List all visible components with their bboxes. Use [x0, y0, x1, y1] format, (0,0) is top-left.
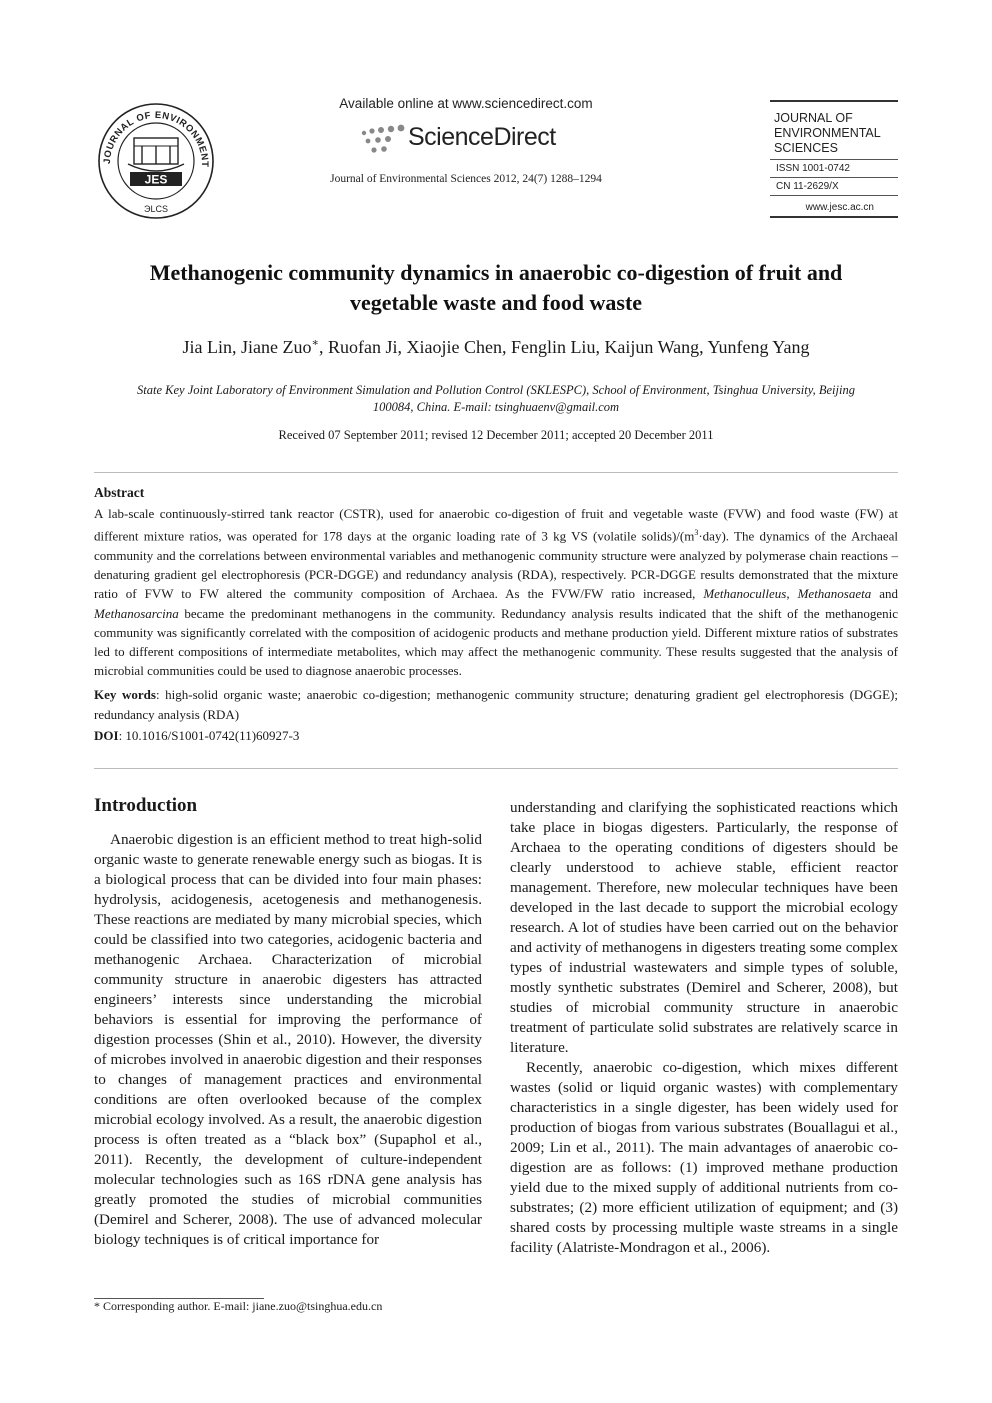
genus-name: Methanosaeta [797, 586, 872, 602]
genus-name: Methanoculleus [703, 586, 787, 602]
doi [94, 726, 898, 745]
abstract-text [94, 504, 898, 680]
genus-name: Methanosarcina [94, 605, 179, 621]
abstract-heading: Abstract [94, 485, 145, 500]
journal-logo [92, 100, 220, 222]
affiliation-line1: State Key Joint Laboratory of Environment Simulation and Pollution Control (SKLESPC), School of Environment, Tsinghua University, Beijing [137, 383, 855, 397]
article-title-line2: vegetable waste and food waste [349, 290, 643, 315]
article-title-line1: Methanogenic community dynamics in anaerobic co-digestion of fruit and [149, 260, 843, 285]
affiliation [100, 382, 892, 416]
svg-text:JOURNAL OF ENVIRONMENTAL SCIEN [92, 100, 210, 167]
logo-motto-text: ЭLCS [144, 204, 168, 214]
abstract-section [94, 483, 898, 745]
received-dates: Received 07 September 2011; revised 12 December 2011; accepted 20 December 2011 [278, 428, 714, 442]
author-list [100, 336, 892, 358]
cn-text: CN 11-2629/X [776, 181, 839, 192]
corresponding-author-mark: ∗ [311, 337, 319, 349]
issn-text: ISSN 1001-0742 [776, 163, 850, 174]
journal-name [774, 111, 898, 156]
journal-url-link[interactable]: www.jesc.ac.cn [805, 202, 874, 213]
doi-label: DOI [94, 727, 119, 743]
corresponding-author-footnote: * Corresponding author. E-mail: jiane.zuo@tsinghua.edu.cn [94, 1299, 383, 1313]
sciencedirect-brand [316, 119, 616, 159]
journal-box-divider [770, 177, 898, 178]
journal-citation: Journal of Environmental Sciences 2012, 24(7) 1288–1294 [330, 173, 602, 185]
sciencedirect-dots-icon [356, 123, 408, 159]
abstract-part2: ·day). The dynamics of the Archaeal community and the correlations between environmental variables and methanogenic community structure were analyzed by polymerase chain reactions – denaturing gradient gel electrophoresis (PCR-DGGE) and redundancy analysis (RDA), respectively. PCR-DGGE results demonstrated that the mixture ratio of FVW to FW altered the community composition of Archaea. As the FVW/FW ratio increased, [94, 528, 898, 602]
journal-name-line3: SCIENCES [774, 141, 838, 155]
paragraph: Anaerobic digestion is an efficient method to treat high-solid organic waste to generate renewable energy such as biogas. It is a biological process that can be divided into four main phases: hydrolysis, acidogenesis, acetogenesis and methanogenesis. These reactions are mediated by many microbial species, which could be classified into two categories, acidogenic bacteria and methanogenic Archaea. Characterization of microbial community structure in anaerobic digesters has attracted engineers’ interests since understanding the microbial behaviors is essential for improving the performance of digestion processes (Shin et al., 2010). However, the diversity of microbes involved in anaerobic digestion and their responses to changes of management practices and environmental conditions are often overlooked because of the complex microbial ecology involved. As a result, the anaerobic digestion process is often treated as a “black box” (Supaphol et al., 2011). Recently, the development of culture-independent molecular technologies such as 16S rDNA gene analysis has greatly promoted the studies of microbial communities (Demirel and Scherer, 2008). The use of advanced molecular biology techniques is of critical importance for [94, 831, 482, 1248]
left-column [94, 796, 482, 1250]
jes-seal-icon [92, 100, 220, 222]
journal-name-line2: ENVIRONMENTAL [774, 126, 881, 140]
keywords [94, 685, 898, 723]
doi-value: : 10.1016/S1001-0742(11)60927-3 [118, 727, 300, 743]
abstract-top-rule [94, 472, 898, 473]
affiliation-line2: 100084, China. E-mail: tsinghuaenv@gmail.com [372, 400, 620, 414]
abstract-superscript: 3 [694, 528, 699, 538]
article-title [100, 258, 892, 318]
publisher-header [316, 96, 616, 185]
journal-box-bottom-rule [770, 216, 898, 218]
journal-box-top-rule [770, 100, 898, 102]
sciencedirect-logo-text: ScienceDirect [408, 123, 556, 151]
journal-info-box [770, 100, 898, 218]
journal-box-divider [770, 159, 898, 160]
paragraph: Recently, anaerobic co-digestion, which mixes different wastes (solid or liquid organic wastes) with complementary characteristics in a single digester, has been widely used for production of biogas from various substrates (Bouallagui et al., 2009; Lin et al., 2011). The main advantages of anaerobic co-digestion are as follows: (1) improved methane production yield due to the mixed supply of additional nutrients from co-substrates; (2) more efficient utilization of equipment; and (3) shared costs by processing multiple waste streams in a single facility (Alatriste-Mondragon et al., 2006). [510, 1059, 898, 1256]
abstract-conjunction: and [871, 586, 899, 602]
authors-after: , Ruofan Ji, Xiaojie Chen, Fenglin Liu, Kaijun Wang, Yunfeng Yang [318, 337, 810, 357]
paragraph: understanding and clarifying the sophisticated reactions which take place in biogas digesters. Particularly, the response of Archaea to the operating conditions of digesters should be clearly understood to achieve stable, efficient reactor management. Therefore, new molecular techniques have been developed in the last decade to support the microbial ecology research. A lot of studies have been carried out on the behavior and activity of methanogens in digesters treating some complex types of industrial wastewaters and simple types of soluble, mostly synthetic substrates (Demirel and Scherer, 2008), but studies of microbial community structure in anaerobic treatment of particulate solid substrates are relatively scarce in literature. [510, 799, 898, 1056]
keywords-text: : high-solid organic waste; anaerobic co-digestion; methanogenic community structure; denaturing gradient gel electrophoresis (DGGE); redundancy analysis (RDA) [94, 687, 898, 722]
right-column [510, 798, 898, 1258]
abstract-part3: became the predominant methanogens in the community. Redundancy analysis results indicated that the shift of the methanogenic community was significantly correlated with the composition of acidogenic products and methane production yield. Different mixture ratios of substrates led to different compositions of intermediate metabolites, which may affect the methanogenic community. These results suggested that the analysis of microbial communities could be used to diagnose anaerobic processes. [94, 605, 898, 679]
abstract-separator: , [786, 586, 798, 602]
section-heading-introduction: Introduction [94, 795, 198, 816]
journal-name-line1: JOURNAL OF [774, 111, 853, 125]
logo-ring-text: JOURNAL OF ENVIRONMENT [101, 109, 211, 167]
keywords-label: Key words [94, 687, 156, 703]
abstract-bottom-rule [94, 768, 898, 769]
authors-before: Jia Lin, Jiane Zuo [182, 337, 312, 357]
journal-box-divider [770, 195, 898, 196]
available-online-text: Available online at www.sciencedirect.com [339, 96, 593, 111]
logo-banner-text: JES [144, 172, 168, 187]
abstract-part1: A lab-scale continuously-stirred tank reactor (CSTR), used for anaerobic co-digestion of fruit and vegetable waste (FVW) and food waste (FW) at different mixture ratios, was operated for 178 days at the organic loading rate of 3 kg VS (volatile solids)/(m [94, 506, 898, 544]
